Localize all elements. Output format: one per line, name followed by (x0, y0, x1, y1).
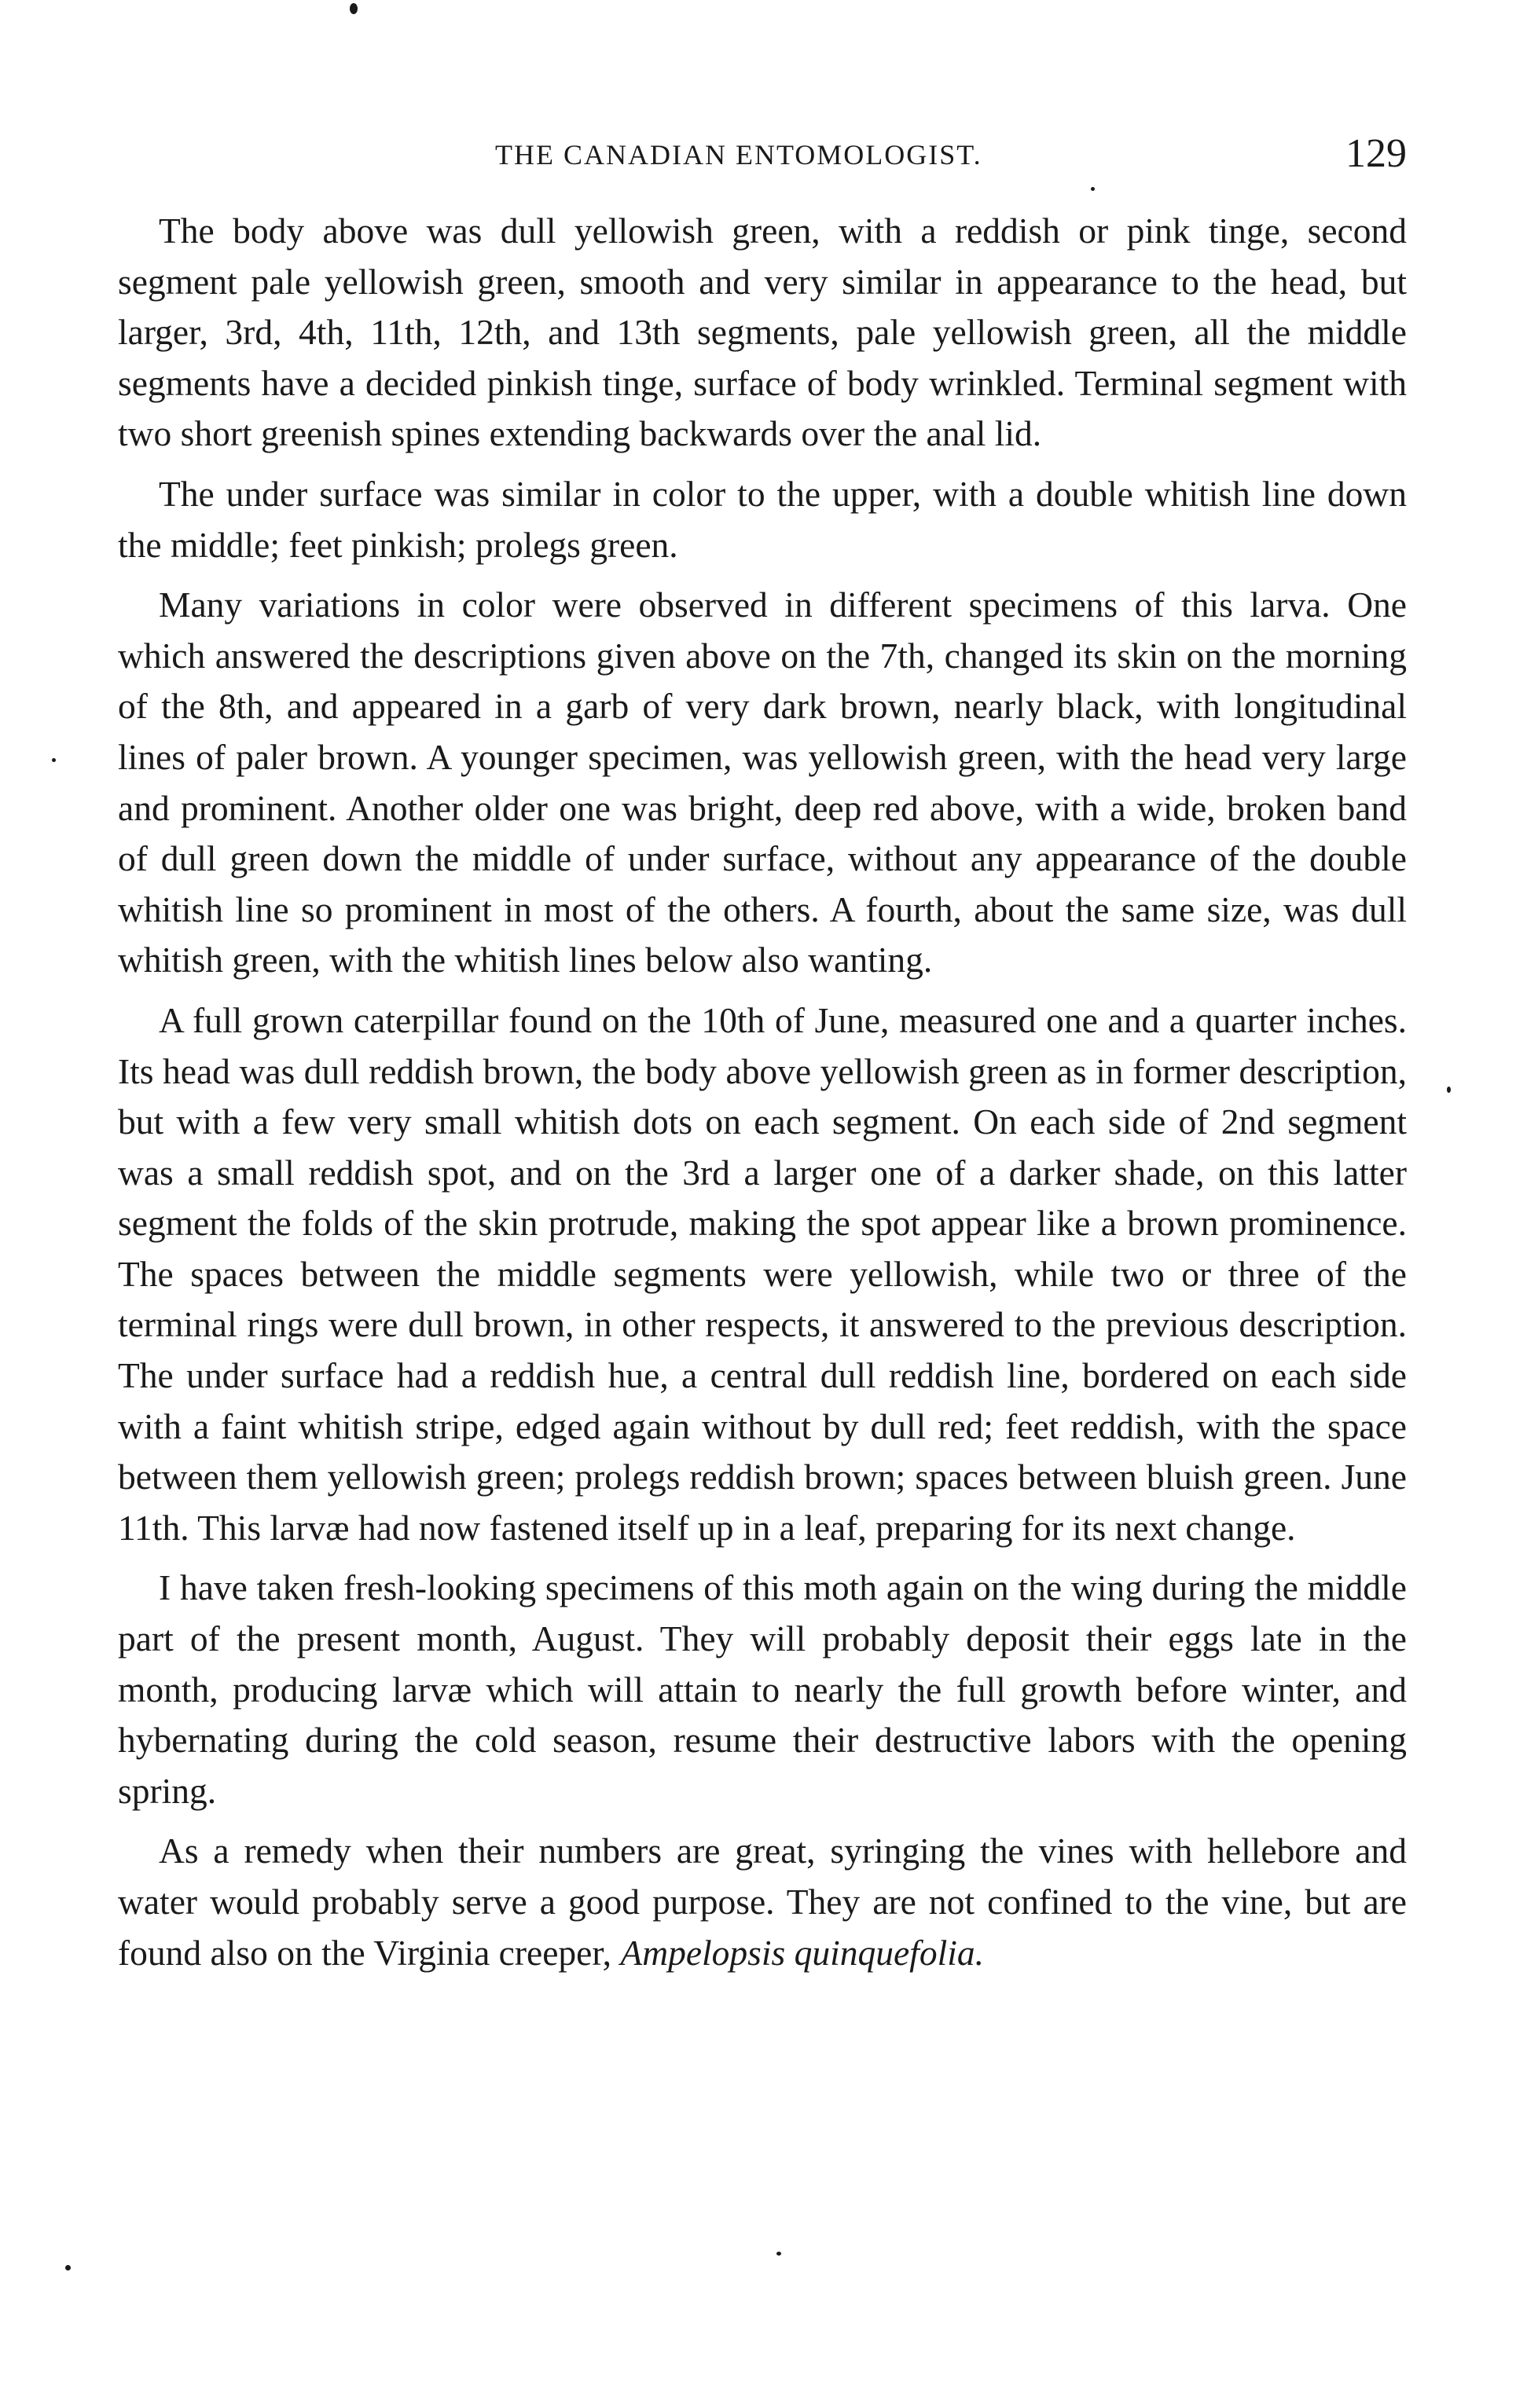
paragraph-under-surface: The under surface was similar in color to the upper, with a double whitish line down the middle; feet pinkish; prolegs green. (118, 473, 1407, 565)
scan-speck-bottom-center (776, 2252, 781, 2256)
scan-speck-left (52, 758, 56, 762)
scan-speck-margin (1447, 1087, 1451, 1093)
paragraph-remedy (118, 1826, 1407, 1978)
paragraph-body-description: The body above was dull yellowish green, with a reddish or pink tinge, second segment pale yellowish green, smooth and very similar in appearance to the head, but larger, 3rd, 4th, 11th, 12th, and 13th segments, pale yellowish green, all the middle segments have a decided pinkish tinge, surface of body wrinkled. Terminal segment with two short greenish spines extending backwards over the anal lid. (118, 211, 1407, 454)
scan-speck-top (350, 3, 358, 14)
scan-speck-right (1091, 187, 1095, 191)
scan-speck-bottom-left (65, 2265, 71, 2271)
remedy-text: As a remedy when their numbers are great, syringing the vines with hellebore and water would probably serve a good purpose. They are not confined to the vine, but are found also on the Virginia creeper, (118, 1831, 1407, 1973)
paragraph-moth-specimens: I have taken fresh-looking specimens of this moth again on the wing during the middle part of the present month, August. They will probably deposit their eggs late in the month, producing larvæ which will attain to nearly the full growth before winter, and hybernating during the cold season, resume their destructive labors with the opening spring. (118, 1567, 1407, 1811)
page-number: 129 (1345, 131, 1407, 176)
running-title: THE CANADIAN ENTOMOLOGIST. (495, 139, 982, 170)
paragraph-full-grown-caterpillar: A full grown caterpillar found on the 10th of June, measured one and a quarter inches. Its head was dull reddish brown, the body above yellowish green as in former description, but with a few very small whitish dots on each segment. On each side of 2nd segment was a small reddish spot, and on the 3rd a larger one of a darker shade, on this latter segment the folds of the skin protrude, making the spot appear like a brown prominence. The spaces between the middle segments were yellowish, while two or three of the terminal rings were dull brown, in other respects, it answered to the previous description. The under surface had a reddish hue, a central dull reddish line, bordered on each side with a faint whitish stripe, edged again without by dull red; feet reddish, with the space between them yellowish green; prolegs reddish brown; spaces between bluish green. June 11th. This larvæ had now fastened itself up in a leaf, preparing for its next change. (118, 999, 1407, 1548)
paragraph-color-variations: Many variations in color were observed in different specimens of this larva. One which answered the descriptions given above on the 7th, changed its skin on the morning of the 8th, and appeared in a garb of very dark brown, nearly black, with longitudinal lines of paler brown. A younger specimen, was yellowish green, with the head very large and prominent. Another older one was bright, deep red above, with a wide, broken band of dull green down the middle of under surface, without any appearance of the double whitish line so prominent in most of the others. A fourth, about the same size, was dull whitish green, with the whitish lines below also wanting. (118, 585, 1407, 980)
page-header (118, 130, 1407, 178)
species-name: Ampelopsis quinquefolia. (620, 1932, 984, 1973)
body-text (118, 206, 1407, 1978)
